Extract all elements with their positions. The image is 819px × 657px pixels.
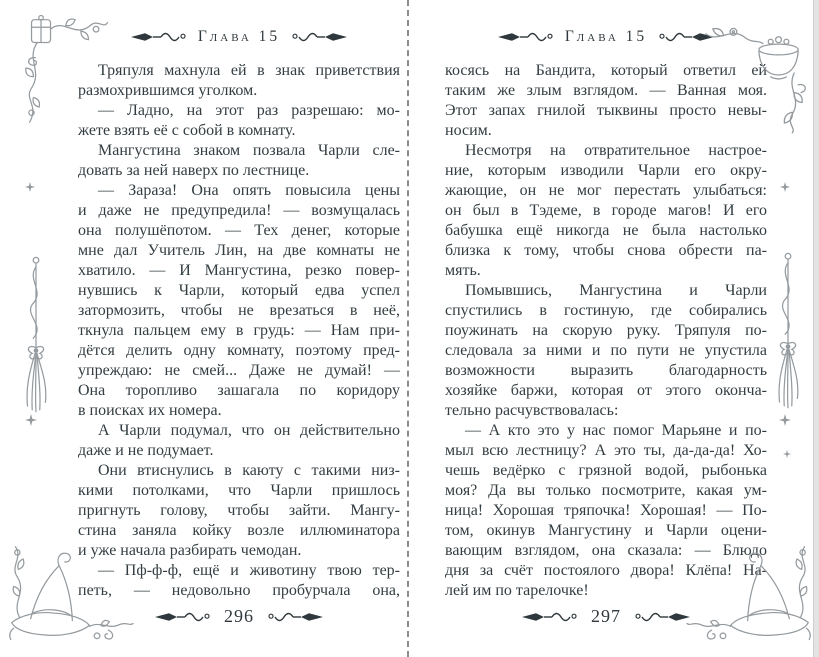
paragraph	[78, 61, 400, 101]
text-line: — Зараза! Она опять повысила цены	[98, 182, 400, 199]
text-line: и уже начала разбирать чемодан.	[78, 542, 302, 559]
paragraph	[78, 101, 400, 141]
text-line: довать за ней наверх по лестнице.	[78, 162, 310, 179]
text-line: близка к тому, чтобы снова обрести па-	[445, 242, 767, 259]
text-line: тельно расчувствовалась:	[445, 402, 619, 419]
text-line: Несмотря на отвратительное настрое-	[465, 142, 767, 159]
text-line: он был в Тэдеме, в городе магов! И его	[445, 202, 767, 219]
text-line: ние, которым изводили Чарли его окру-	[445, 162, 767, 179]
chapter-title: Глава 15	[564, 28, 648, 45]
text-line: — Пф-ф-ф, ещё и животину твою тер-	[98, 562, 400, 579]
text-line: кими потолками, что Чарли пришлось	[78, 482, 400, 499]
paragraph	[78, 181, 400, 421]
text-line: и даже не предупредила! — возмущалась	[78, 202, 400, 219]
diamond-flourish-left-icon	[520, 610, 582, 624]
chapter-header	[78, 28, 400, 46]
text-line: дня за счёт постоялого двора! Клёпа! На-	[445, 562, 767, 579]
paragraph	[445, 141, 767, 281]
text-line: даже и не подумает.	[78, 442, 214, 459]
text-line: упреждаю: не смей... Даже не думай! —	[78, 362, 400, 379]
paragraph	[78, 141, 400, 181]
page-text	[445, 61, 767, 601]
text-line: пригнуть голову, чтобы зайти. Мангу-	[78, 502, 400, 519]
text-line: Она торопливо зашагала по коридору	[78, 382, 400, 399]
witch-hat-vine-icon	[686, 542, 814, 650]
text-line: ткнула пальцем ему в грудь: — Нам при-	[78, 322, 400, 339]
tassel-icon	[20, 252, 52, 420]
text-line: косясь на Бандита, который ответил ей	[445, 62, 767, 79]
sparkle-icon	[779, 414, 791, 426]
text-line: таким же злым взглядом. — Ванная моя.	[445, 82, 767, 99]
sparkle-icon	[780, 182, 790, 192]
text-line: носим.	[445, 122, 492, 139]
text-line: ница! Хорошая тряпочка! Хорошая! — По-	[445, 502, 767, 519]
diamond-flourish-left-icon	[131, 30, 189, 44]
text-line: чешь ведёрко с грязной водой, рыбонька	[445, 462, 767, 479]
text-line: следовала за ними и по пути не упустила	[445, 342, 767, 359]
sparkle-icon	[25, 414, 37, 426]
text-line: Этот запах гнилой тыквины просто невы-	[445, 102, 767, 119]
paragraph	[78, 421, 400, 461]
floral-vine-parcel-icon	[12, 14, 108, 126]
left-page-column	[78, 28, 400, 601]
diamond-flourish-right-icon	[289, 30, 347, 44]
text-line: она полушёпотом. — Тех денег, которые	[78, 222, 400, 239]
page-divider	[407, 0, 409, 657]
page-number: 296	[224, 606, 254, 626]
sparkle-icon	[783, 450, 791, 458]
text-line: спустились в гостиную, где собирались	[445, 302, 767, 319]
text-line: возможности выразить благодарность	[445, 362, 767, 379]
text-line: размохрившимся уголком.	[78, 82, 258, 99]
diamond-flourish-left-icon	[498, 30, 556, 44]
text-line: моя? Да вы только посмотрите, какая ум-	[445, 482, 767, 499]
diamond-flourish-right-icon	[630, 610, 692, 624]
text-line: — А кто это у нас помог Марьяне и по-	[465, 422, 767, 439]
paragraph	[445, 281, 767, 421]
sparkle-icon	[25, 182, 35, 192]
text-line: бабушка ещё никогда не была настолько	[445, 222, 767, 239]
text-line: лей им по тарелочке!	[445, 582, 589, 599]
text-line: мне дал Учитель Лин, на две комнаты не	[78, 242, 400, 259]
tassel-icon	[772, 248, 804, 416]
text-line: стина заняла койку возле иллюминатора	[78, 522, 400, 539]
text-line: мять.	[445, 262, 481, 279]
text-line: том, окинув Мангустину и Чарли оцени-	[445, 522, 767, 539]
witch-hat-vine-icon	[6, 542, 134, 650]
text-line: в поисках их номера.	[78, 402, 222, 419]
text-line: затормозить, чтобы не врезаться в неё,	[78, 302, 400, 319]
text-line: — Ладно, на этот раз разрешаю: мо-	[98, 102, 400, 119]
text-line: Они втиснулись в каюту с такими низ-	[98, 462, 400, 479]
text-line: жете взять её с собой в комнату.	[78, 122, 296, 139]
diamond-flourish-right-icon	[263, 610, 325, 624]
scan-edge	[813, 0, 819, 657]
diamond-flourish-left-icon	[153, 610, 215, 624]
cauldron-vine-icon	[704, 16, 806, 134]
text-line: хозяйке баржи, которая от этого оконча-	[445, 382, 767, 399]
text-line: нувшись к Чарли, который едва успел	[78, 282, 400, 299]
text-line: вающим взглядом, она сказала: — Блюдо	[445, 542, 767, 559]
page-number: 297	[591, 606, 621, 626]
page-text	[78, 61, 400, 601]
text-line: Тряпуля махнула ей в знак приветствия	[98, 62, 400, 79]
text-line: жающие, он не мог перестать улыбаться:	[445, 182, 767, 199]
text-line: дётся делить одну комнату, поэтому пред-	[78, 342, 400, 359]
text-line: Мангустина знаком позвала Чарли сле-	[98, 142, 400, 159]
text-line: А Чарли подумал, что он действительно	[98, 422, 400, 439]
text-line: мыл всю лестницу? А это ты, да-да-да! Хо-	[445, 442, 767, 459]
text-line: поужинать на скорую руку. Тряпуля по-	[445, 322, 767, 339]
text-line: петь, — недовольно пробурчала она,	[78, 582, 400, 599]
text-line: Помывшись, Мангустина и Чарли	[465, 282, 767, 299]
chapter-title: Глава 15	[197, 28, 281, 45]
text-line: хватило. — И Мангустина, резко повер-	[78, 262, 400, 279]
